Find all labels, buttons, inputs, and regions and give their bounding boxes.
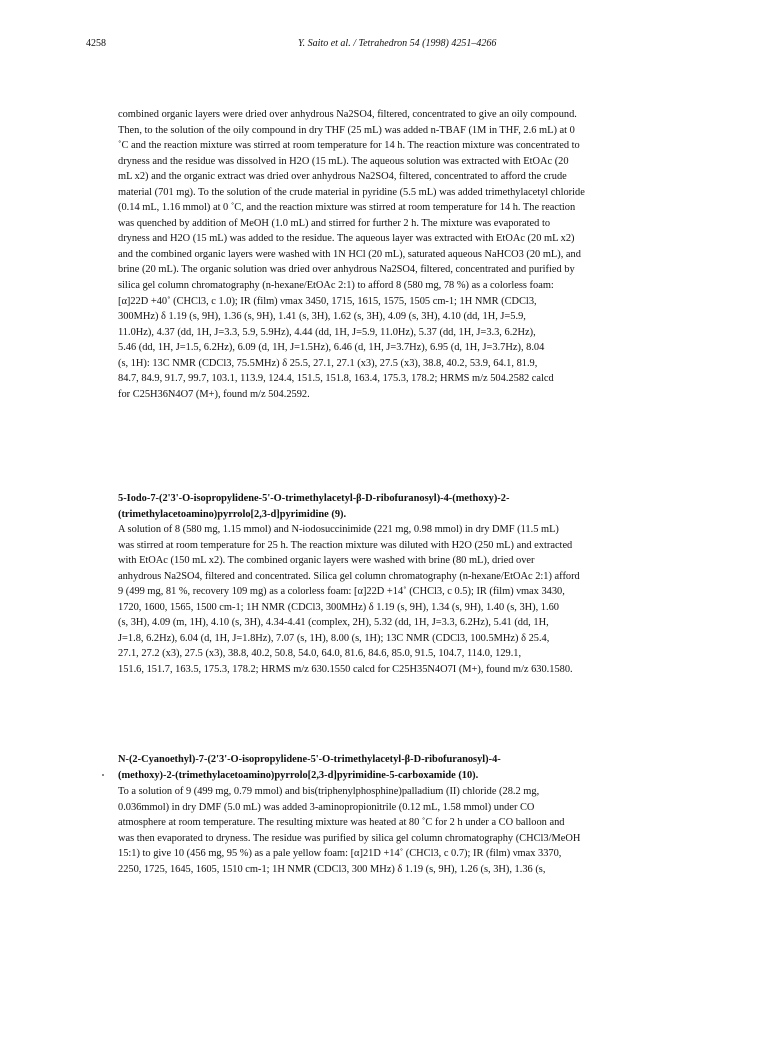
text-line: 300MHz) δ 1.19 (s, 9H), 1.36 (s, 9H), 1.41 (s, 3H), 1.62 (s, 3H), 4.09 (s, 3H), 4.10 (dd, 1H, J=5.9, xyxy=(118,311,526,323)
text-line: 1720, 1600, 1565, 1500 cm-1; 1H NMR (CDCl3, 300MHz) δ 1.19 (s, 9H), 1.34 (s, 9H), 1.40 (s, 3H), 1.60 xyxy=(118,601,559,613)
title-line: (trimethylacetoamino)pyrrolo[2,3-d]pyrimidine (9). xyxy=(118,508,347,520)
text-line: brine (20 mL). The organic solution was dried over anhydrous Na2SO4, filtered, concentrated and purified by xyxy=(118,264,575,276)
text-line: To a solution of 9 (499 mg, 0.79 mmol) and bis(triphenylphosphine)palladium (II) chloride (28.2 mg, xyxy=(118,786,540,797)
text-line: (0.14 mL, 1.16 mmol) at 0 ˚C, and the reaction mixture was stirred at room temperature for 14 h. The reaction xyxy=(118,202,576,214)
text-line: 0.036mmol) in dry DMF (5.0 mL) was added 3-aminopropionitrile (0.12 mL, 1.58 mmol) under CO xyxy=(118,801,535,813)
text-line: for C25H36N4O7 (M+), found m/z 504.2592. xyxy=(118,388,310,400)
text-line: was then evaporated to dryness. The residue was purified by silica gel column chromatography (CHCl3/MeOH xyxy=(118,832,581,844)
title-line: (methoxy)-2-(trimethylacetoamino)pyrrolo[2,3-d]pyrimidine-5-carboxamide (10). xyxy=(118,769,479,781)
text-line: 9 (499 mg, 81 %, recovery 109 mg) as a colorless foam: [α]22D +14˚ (CHCl3, c 0.5); IR (film) νmax 3430, xyxy=(118,586,565,598)
text-line: combined organic layers were dried over anhydrous Na2SO4, filtered, concentrated to give an oily compound. xyxy=(118,109,577,120)
paragraph-experimental-9 xyxy=(118,522,679,677)
text-line: ˚C and the reaction mixture was stirred at room temperature for 14 h. The reaction mixture was concentrated to xyxy=(118,140,580,152)
text-line: dryness and the residue was dissolved in H2O (15 mL). The aqueous solution was extracted with EtOAc (20 xyxy=(118,155,569,167)
text-line: material (701 mg). To the solution of the crude material in pyridine (5.5 mL) was added trimethylacetyl chloride xyxy=(118,186,585,198)
text-line: A solution of 8 (580 mg, 1.15 mmol) and N-iodosuccinimide (221 mg, 0.98 mmol) in dry DMF (11.5 mL) xyxy=(118,524,559,535)
margin-mark xyxy=(102,774,104,776)
text-line: silica gel column chromatography (n-hexane/EtOAc 2:1) to afford 8 (580 mg, 78 %) as a colorless foam: xyxy=(118,280,554,292)
compound-10-title xyxy=(118,752,679,783)
text-line: (s, 3H), 4.09 (m, 1H), 4.10 (s, 3H), 4.34-4.41 (complex, 2H), 5.32 (dd, 1H, J=3.3, 6.2Hz), 5.41 (dd, 1H, xyxy=(118,617,549,629)
text-line: 15:1) to give 10 (456 mg, 95 %) as a pale yellow foam: [α]21D +14˚ (CHCl3, c 0.7); IR (film) νmax 3370, xyxy=(118,848,562,860)
text-line: with EtOAc (150 mL x2). The combined organic layers were washed with brine (80 mL), dried over xyxy=(118,555,535,567)
paragraph-experimental-10 xyxy=(118,784,679,877)
text-line: 5.46 (dd, 1H, J=1.5, 6.2Hz), 6.09 (d, 1H, J=1.5Hz), 6.46 (d, 1H, J=3.7Hz), 6.95 (d, 1H, J=3.7Hz), 8.04 xyxy=(118,342,545,354)
text-line: 2250, 1725, 1645, 1605, 1510 cm-1; 1H NMR (CDCl3, 300 MHz) δ 1.19 (s, 9H), 1.26 (s, 3H), 1.36 (s, xyxy=(118,863,546,875)
text-line: atmosphere at room temperature. The resulting mixture was heated at 80 ˚C for 2 h under a CO balloon and xyxy=(118,817,565,829)
text-line: [α]22D +40˚ (CHCl3, c 1.0); IR (film) νmax 3450, 1715, 1615, 1575, 1505 cm-1; 1H NMR (CDCl3, xyxy=(118,295,537,307)
compound-9-title xyxy=(118,491,679,522)
text-line: anhydrous Na2SO4, filtered and concentrated. Silica gel column chromatography (n-hexane/EtOAc 2:1) afford xyxy=(118,570,580,582)
text-line: 27.1, 27.2 (x3), 27.5 (x3), 38.8, 40.2, 50.8, 54.0, 64.0, 81.6, 84.6, 85.0, 91.5, 104.7, 114.0, 129.1, xyxy=(118,648,522,660)
text-line: 84.7, 84.9, 91.7, 99.7, 103.1, 113.9, 124.4, 151.5, 151.8, 163.4, 175.3, 178.2; HRMS m/z 504.2582 calcd xyxy=(118,373,554,385)
page-number: 4258 xyxy=(86,38,106,49)
text-line: and the combined organic layers were washed with 1N HCl (20 mL), saturated aqueous NaHCO3 (20 mL), and xyxy=(118,248,581,260)
text-line: was stirred at room temperature for 25 h. The reaction mixture was diluted with H2O (250 mL) and extracted xyxy=(118,539,573,551)
text-line: 11.0Hz), 4.37 (dd, 1H, J=3.3, 5.9, 5.9Hz), 4.44 (dd, 1H, J=5.9, 11.0Hz), 5.37 (dd, 1H, J=3.3, 6.2Hz), xyxy=(118,326,536,338)
text-line: 151.6, 151.7, 163.5, 175.3, 178.2; HRMS m/z 630.1550 calcd for C25H35N4O7I (M+), found m/z 630.1580. xyxy=(118,663,573,675)
text-line: was quenched by addition of MeOH (1.0 mL) and stirred for further 2 h. The mixture was evaporated to xyxy=(118,217,551,229)
title-line: 5-Iodo-7-(2'3'-O-isopropylidene-5'-O-trimethylacetyl-β-D-ribofuranosyl)-4-(methoxy)-2- xyxy=(118,493,510,504)
text-line: mL x2) and the organic extract was dried over anhydrous Na2SO4, filtered, concentrated to afford the crude xyxy=(118,171,567,183)
text-line: J=1.8, 6.2Hz), 6.04 (d, 1H, J=1.8Hz), 7.07 (s, 1H), 8.00 (s, 1H); 13C NMR (CDCl3, 100.5MHz) δ 25.4, xyxy=(118,632,550,644)
running-head: Y. Saito et al. / Tetrahedron 54 (1998) 4251–4266 xyxy=(298,38,497,49)
paragraph-experimental-8 xyxy=(118,107,679,402)
title-line: N-(2-Cyanoethyl)-7-(2'3'-O-isopropylidene-5'-O-trimethylacetyl-β-D-ribofuranosyl)-4- xyxy=(118,754,501,765)
text-line: Then, to the solution of the oily compound in dry THF (25 mL) was added n-TBAF (1M in THF, 2.6 mL) at 0 xyxy=(118,124,575,136)
text-line: (s, 1H): 13C NMR (CDCl3, 75.5MHz) δ 25.5, 27.1, 27.1 (x3), 27.5 (x3), 38.8, 40.2, 53.9, 64.1, 81.9, xyxy=(118,357,538,369)
text-line: dryness and H2O (15 mL) was added to the residue. The aqueous layer was extracted with EtOAc (20 mL x2) xyxy=(118,233,575,245)
